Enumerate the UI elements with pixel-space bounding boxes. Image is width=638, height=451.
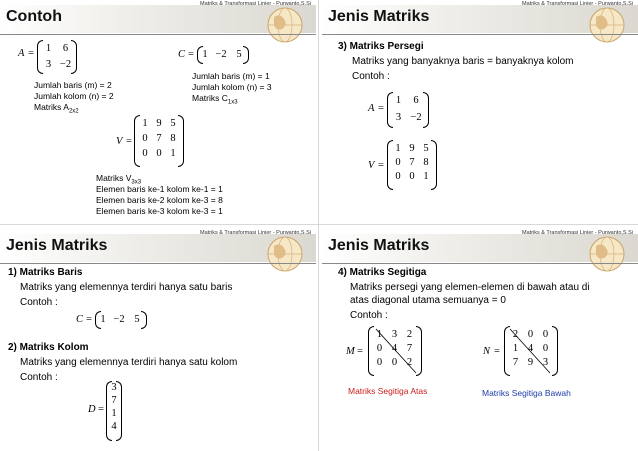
info-line: Matriks $A_{2x2}$ xyxy=(34,102,79,115)
info-line: Matriks $V_{3x3}$ xyxy=(96,173,142,186)
matrix-cell: 1 xyxy=(202,49,208,60)
matrix-cell: −2 xyxy=(215,49,227,60)
contoh-label: Contoh : xyxy=(352,71,390,82)
caption-upper-triangular: Matriks Segitiga Atas xyxy=(348,386,428,396)
matrix-a-name: A xyxy=(18,48,25,59)
matrix-cell: 5 xyxy=(423,143,429,154)
equals-sign: = xyxy=(378,160,384,171)
matrix-cell: 0 xyxy=(395,157,401,168)
matrix-cell: 8 xyxy=(423,157,429,168)
matrix-cell: 1 xyxy=(111,408,117,419)
matrix-cell: 7 xyxy=(156,133,162,144)
matrix-cell: 5 xyxy=(134,314,140,325)
matrix-cell: 4 xyxy=(391,343,398,354)
matrix-cell: 1 xyxy=(395,143,401,154)
globe-icon xyxy=(582,3,632,45)
matrix-cell: 2 xyxy=(406,357,413,368)
matrix-d xyxy=(106,381,122,441)
section-heading: 1) Matriks Baris xyxy=(8,267,83,278)
matrix-n xyxy=(504,326,558,376)
matrix-cell: 0 xyxy=(409,171,415,182)
header-note: Matriks & Transformasi Linier - Purwanto,S.Si xyxy=(522,230,633,236)
matrix-a xyxy=(387,92,429,128)
section-heading: 2) Matriks Kolom xyxy=(8,342,89,353)
section-desc: Matriks yang elemennya terdiri hanya satu kolom xyxy=(20,357,238,368)
matrix-cell: 8 xyxy=(170,133,176,144)
matrix-v-name: V xyxy=(116,136,123,147)
info-line: Jumlah kolom (n) = 3 xyxy=(192,82,272,92)
matrix-cell: 0 xyxy=(542,329,549,340)
matrix-cell: 0 xyxy=(156,148,162,159)
matrix-cell: 3 xyxy=(395,112,402,123)
matrix-cell: 2 xyxy=(406,329,413,340)
info-line: Matriks $C_{1x3}$ xyxy=(192,93,238,106)
equals-sign: = xyxy=(188,49,194,60)
matrix-cell: 0 xyxy=(376,343,383,354)
matrix-v xyxy=(387,140,437,190)
matrix-cell: −2 xyxy=(113,314,125,325)
matrix-cell: 9 xyxy=(156,118,162,129)
matrix-cell: 1 xyxy=(423,171,429,182)
matrix-cell: 1 xyxy=(376,329,383,340)
equals-sign: = xyxy=(98,404,104,415)
slide-title: Jenis Matriks xyxy=(6,237,108,254)
matrix-cell: 1 xyxy=(170,148,176,159)
globe-icon xyxy=(260,3,310,45)
horizontal-divider xyxy=(0,224,638,225)
matrix-a xyxy=(37,40,77,74)
header-note: Matriks & Transformasi Linier - Purwanto,S.Si xyxy=(200,230,311,236)
matrix-cell: 1 xyxy=(142,118,148,129)
section-heading: 4) Matriks Segitiga xyxy=(338,267,427,278)
slide-title: Jenis Matriks xyxy=(328,237,430,254)
matrix-cell: −2 xyxy=(59,59,72,70)
matrix-cell: 3 xyxy=(45,59,52,70)
matrix-cell: 0 xyxy=(142,133,148,144)
slide-matriks-baris-kolom xyxy=(0,229,316,451)
matrix-cell: 9 xyxy=(409,143,415,154)
matrix-cell: 0 xyxy=(527,329,534,340)
matrix-cell: 0 xyxy=(376,357,383,368)
contoh-label: Contoh : xyxy=(350,310,388,321)
matrix-cell: 1 xyxy=(45,43,52,54)
equals-sign: = xyxy=(28,48,34,59)
matrix-cell: 6 xyxy=(62,43,69,54)
info-line: Elemen baris ke-3 kolom ke-3 = 1 xyxy=(96,206,223,216)
matrix-cell: 4 xyxy=(111,421,117,432)
equals-sign: = xyxy=(86,314,92,325)
contoh-label: Contoh : xyxy=(20,297,58,308)
title-rule xyxy=(0,263,316,264)
matrix-cell: 3 xyxy=(111,382,117,393)
matrix-cell: −2 xyxy=(410,112,422,123)
section-desc: Matriks yang banyaknya baris = banyaknya kolom xyxy=(352,56,574,67)
matrix-m xyxy=(368,326,422,376)
matrix-cell: 0 xyxy=(395,171,401,182)
equals-sign: = xyxy=(494,346,500,357)
matrix-cell: 1 xyxy=(395,95,402,106)
matrix-cell: 3 xyxy=(391,329,398,340)
slide-title: Jenis Matriks xyxy=(328,8,430,25)
matrix-cell: 0 xyxy=(391,357,398,368)
matrix-cell: 5 xyxy=(236,49,242,60)
matrix-d-name: D xyxy=(88,404,96,415)
info-line: Jumlah baris (m) = 1 xyxy=(192,71,270,81)
matrix-cell: 0 xyxy=(542,343,549,354)
section-desc: Matriks persegi yang elemen-elemen di bawah atau di xyxy=(350,282,590,293)
equals-sign: = xyxy=(126,136,132,147)
slide-contoh xyxy=(0,0,316,222)
matrix-c xyxy=(197,46,249,64)
matrix-cell: 7 xyxy=(111,395,117,406)
matrix-cell: 9 xyxy=(527,357,534,368)
globe-icon xyxy=(260,232,310,274)
matrix-cell: 7 xyxy=(512,357,519,368)
slide-matriks-segitiga xyxy=(322,229,638,451)
matrix-cell: 0 xyxy=(142,148,148,159)
matrix-cell: 7 xyxy=(406,343,413,354)
matrix-cell: 1 xyxy=(100,314,106,325)
matrix-cell: 6 xyxy=(413,95,419,106)
title-rule xyxy=(322,263,638,264)
info-line: Jumlah kolom (n) = 2 xyxy=(34,91,114,101)
matrix-cell: 5 xyxy=(170,118,176,129)
header-note: Matriks & Transformasi Linier - Purwanto,S.Si xyxy=(522,1,633,7)
matrix-a-name: A xyxy=(368,103,375,114)
slide-matriks-persegi xyxy=(322,0,638,222)
info-line: Jumlah baris (m) = 2 xyxy=(34,80,112,90)
matrix-cell: 4 xyxy=(527,343,534,354)
section-desc: atas diagonal utama semuanya = 0 xyxy=(350,295,506,306)
vertical-divider xyxy=(318,0,319,451)
section-desc: Matriks yang elemennya terdiri hanya satu baris xyxy=(20,282,233,293)
info-line: Elemen baris ke-1 kolom ke-1 = 1 xyxy=(96,184,223,194)
matrix-v xyxy=(134,115,184,167)
header-note: Matriks & Transformasi Linier - Purwanto,S.Si xyxy=(200,1,311,7)
info-line: Elemen baris ke-2 kolom ke-3 = 8 xyxy=(96,195,223,205)
caption-lower-triangular: Matriks Segitiga Bawah xyxy=(482,388,571,398)
matrix-cell: 2 xyxy=(512,329,519,340)
slide-title: Contoh xyxy=(6,8,62,25)
contoh-label: Contoh : xyxy=(20,372,58,383)
title-rule xyxy=(322,34,638,35)
matrix-c-name: C xyxy=(178,49,186,60)
matrix-v-name: V xyxy=(368,160,375,171)
equals-sign: = xyxy=(378,103,384,114)
title-rule xyxy=(0,34,316,35)
matrix-m-name: M xyxy=(346,346,355,357)
matrix-cell: 3 xyxy=(542,357,549,368)
matrix-c-name: C xyxy=(76,314,84,325)
matrix-n-name: N xyxy=(483,346,491,357)
matrix-cell: 7 xyxy=(409,157,415,168)
equals-sign: = xyxy=(357,346,363,357)
section-heading: 3) Matriks Persegi xyxy=(338,41,424,52)
matrix-c xyxy=(95,311,147,329)
globe-icon xyxy=(582,232,632,274)
matrix-cell: 1 xyxy=(512,343,519,354)
